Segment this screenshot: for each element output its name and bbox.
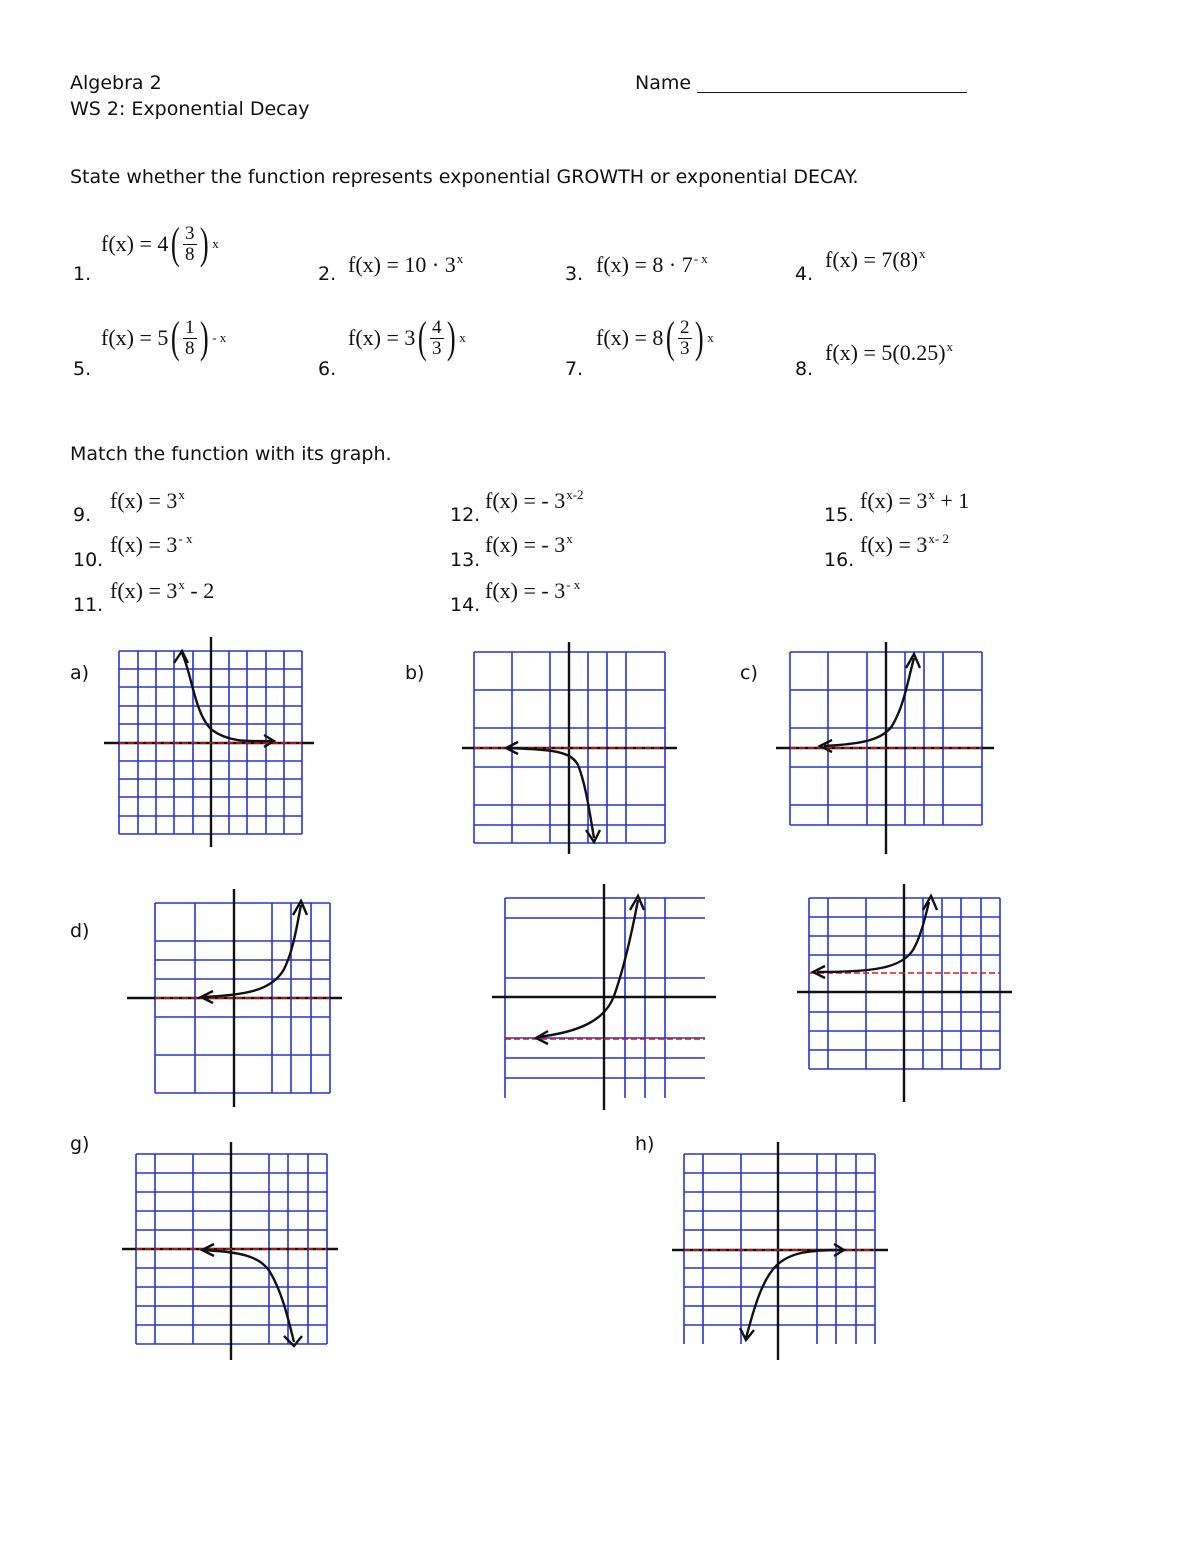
function-expression bbox=[825, 246, 926, 273]
name-blank-line[interactable] bbox=[697, 74, 967, 93]
exponent: x bbox=[566, 531, 573, 546]
graph-c bbox=[772, 640, 997, 855]
exponent: x bbox=[456, 251, 464, 266]
function-text: f(x) = 3 bbox=[860, 532, 928, 557]
exponent: - x bbox=[693, 251, 708, 266]
exponent: - x bbox=[212, 330, 227, 345]
graph-label-b: b) bbox=[405, 662, 425, 684]
function-expression: f(x) = 4 ( $\frac{3}{8}$ ) x bbox=[101, 219, 219, 268]
exponent: x bbox=[459, 330, 466, 345]
fraction-denominator: 8 bbox=[185, 337, 195, 359]
graph-label-g: g) bbox=[70, 1133, 90, 1155]
graph-label-h: h) bbox=[635, 1133, 655, 1155]
part2-instruction: Match the function with its graph. bbox=[70, 443, 392, 465]
function-text: f(x) = 8 bbox=[596, 325, 664, 350]
exponent: x bbox=[178, 577, 185, 592]
graph-h bbox=[670, 1140, 892, 1362]
name-field[interactable] bbox=[635, 72, 967, 94]
item-number: 13. bbox=[450, 549, 481, 571]
worksheet-title: WS 2: Exponential Decay bbox=[70, 98, 310, 120]
graph-label-a: a) bbox=[70, 662, 90, 684]
item-number: 3. bbox=[565, 263, 584, 285]
function-expression bbox=[596, 251, 708, 278]
function-text: f(x) = 3 bbox=[110, 488, 178, 513]
exponent: x bbox=[212, 236, 219, 251]
item-number: 2. bbox=[318, 263, 337, 285]
function-text: f(x) = 8 · 7 bbox=[596, 252, 693, 277]
exponent: - x bbox=[566, 577, 581, 592]
item-number: 12. bbox=[450, 504, 481, 526]
function-text: f(x) = 3 bbox=[110, 578, 178, 603]
function-text: f(x) = 4 bbox=[101, 231, 169, 256]
function-expression: f(x) = 8 ( $\frac{2}{3}$ ) x bbox=[596, 313, 714, 362]
graph-d bbox=[125, 885, 345, 1110]
function-text: f(x) = 5(0.25) bbox=[825, 340, 946, 365]
fraction-numerator: 4 bbox=[432, 316, 442, 338]
exponent: x-2 bbox=[566, 487, 584, 502]
function-expression bbox=[110, 577, 214, 604]
exponent: x bbox=[178, 487, 185, 502]
function-expression bbox=[110, 487, 185, 514]
fraction-numerator: 2 bbox=[680, 316, 690, 338]
function-expression bbox=[485, 577, 580, 604]
function-expression: f(x) = 3 ( $\frac{4}{3}$ ) x bbox=[348, 313, 466, 362]
item-number: 7. bbox=[565, 358, 584, 380]
function-text: f(x) = - 3 bbox=[485, 488, 566, 513]
function-expression: f(x) = 5 ( $\frac{1}{8}$ ) - x bbox=[101, 313, 227, 362]
function-expression bbox=[110, 531, 192, 558]
item-number: 8. bbox=[795, 358, 814, 380]
function-tail: + 1 bbox=[934, 488, 970, 513]
function-expression bbox=[485, 487, 584, 514]
item-number: 10. bbox=[73, 549, 104, 571]
function-text: f(x) = 7(8) bbox=[825, 247, 919, 272]
function-expression bbox=[485, 531, 573, 558]
item-number: 5. bbox=[73, 358, 92, 380]
function-expression bbox=[860, 531, 949, 558]
item-number: 16. bbox=[824, 549, 855, 571]
item-number: 9. bbox=[73, 504, 92, 526]
function-expression bbox=[825, 339, 953, 366]
item-number: 4. bbox=[795, 263, 814, 285]
fraction-denominator: 3 bbox=[680, 337, 690, 359]
function-tail: - 2 bbox=[184, 578, 215, 603]
exponent: x- 2 bbox=[928, 531, 949, 546]
exponent: x bbox=[707, 330, 714, 345]
graph-g bbox=[120, 1140, 342, 1362]
fraction-denominator: 8 bbox=[185, 243, 195, 265]
graph-e bbox=[490, 880, 720, 1112]
function-text: f(x) = 5 bbox=[101, 325, 169, 350]
function-expression bbox=[348, 251, 463, 278]
function-text: f(x) = 10 · 3 bbox=[348, 252, 456, 277]
name-label: Name bbox=[635, 72, 692, 94]
function-expression bbox=[860, 487, 969, 514]
fraction-denominator: 3 bbox=[432, 337, 442, 359]
part1-instruction: State whether the function represents exponential GROWTH or exponential DECAY. bbox=[70, 166, 859, 188]
function-text: f(x) = - 3 bbox=[485, 578, 566, 603]
fraction-numerator: 3 bbox=[185, 222, 195, 244]
function-text: f(x) = 3 bbox=[348, 325, 416, 350]
item-number: 1. bbox=[73, 263, 92, 285]
fraction-numerator: 1 bbox=[185, 316, 195, 338]
course-title: Algebra 2 bbox=[70, 72, 162, 94]
exponent: x bbox=[946, 339, 954, 354]
exponent: x bbox=[928, 487, 935, 502]
function-text: f(x) = 3 bbox=[860, 488, 928, 513]
item-number: 14. bbox=[450, 594, 481, 616]
exponent: x bbox=[919, 246, 926, 261]
item-number: 6. bbox=[318, 358, 337, 380]
graph-label-d: d) bbox=[70, 920, 90, 942]
item-number: 11. bbox=[73, 594, 104, 616]
graph-label-c: c) bbox=[740, 662, 758, 684]
function-text: f(x) = 3 bbox=[110, 532, 178, 557]
graph-f bbox=[795, 880, 1015, 1105]
item-number: 15. bbox=[824, 504, 855, 526]
exponent: - x bbox=[178, 531, 193, 546]
function-text: f(x) = - 3 bbox=[485, 532, 566, 557]
graph-b bbox=[460, 640, 680, 855]
graph-a bbox=[100, 635, 320, 850]
